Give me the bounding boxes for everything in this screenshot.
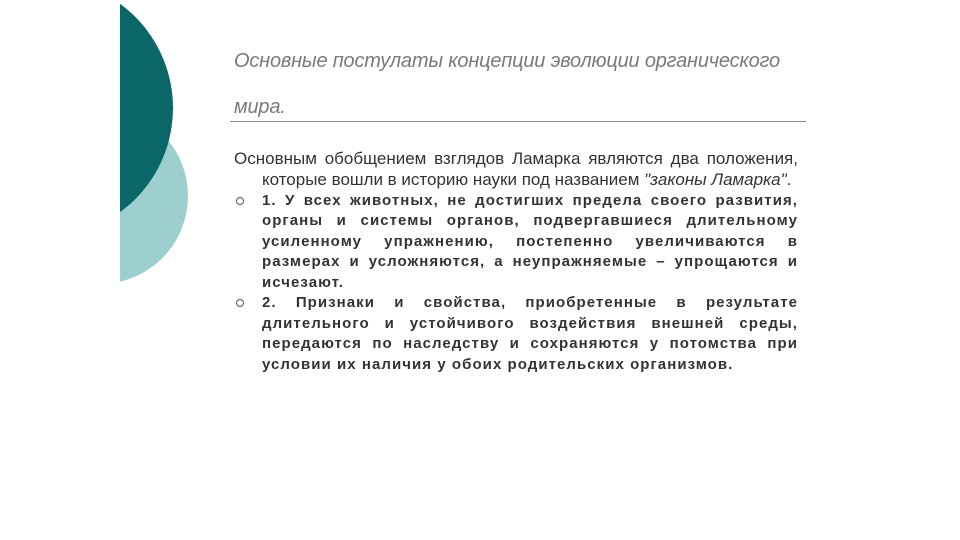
left-white-panel: [0, 0, 120, 300]
bullet-text: 1. У всех животных, не достигших предела своего развития, органы и системы органов, подвергавшиеся длительному усиленному упражнению, постепенно увеличиваются в размерах и усложняются, а неупражняемые – упрощаются и исчезают.: [262, 191, 798, 291]
list-item: [234, 191, 798, 294]
title-divider: [230, 121, 806, 122]
slide-title: Основные постулаты концепции эволюции органического мира.: [234, 50, 780, 118]
circle-bullet-icon: [236, 197, 244, 205]
decorative-circles: [0, 0, 200, 300]
intro-quote: "законы Ламарка": [644, 170, 787, 190]
bullet-text: 2. Признаки и свойства, приобретенные в результате длительного и устойчивого воздействия внешней среды, передаются по наследству и сохраняются у потомства при условии их наличия у обоих родительских организмов.: [262, 294, 798, 373]
list-item: [234, 293, 798, 375]
bullet-list: [234, 191, 798, 376]
circle-bullet-icon: [236, 299, 244, 307]
slide-content: [234, 148, 798, 375]
intro-suffix: .: [786, 170, 792, 190]
intro-paragraph: [234, 148, 798, 191]
intro-text: Основным обобщением взглядов Ламарка являются два положения, которые вошли в историю науки под названием: [234, 149, 798, 190]
